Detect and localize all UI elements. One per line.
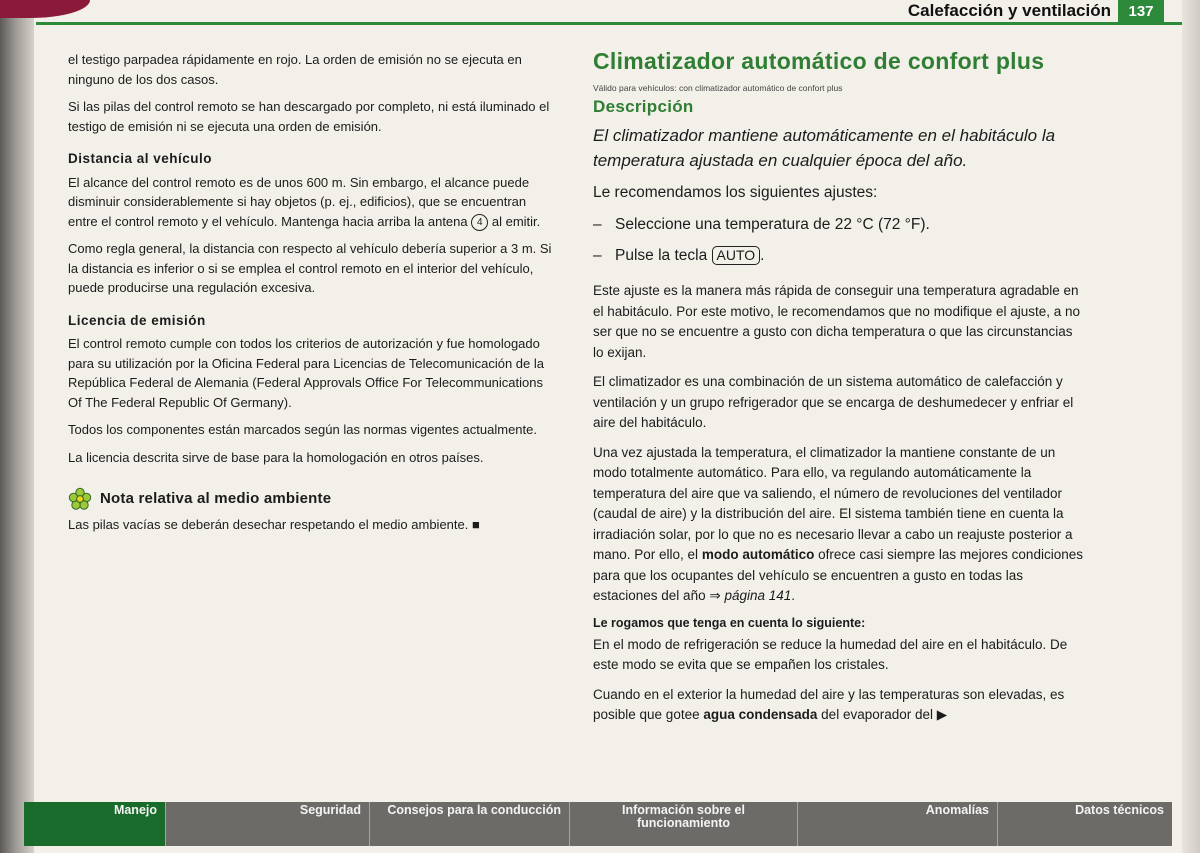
tab-anomalias[interactable]: Anomalías [798, 802, 998, 846]
flower-icon [68, 487, 92, 511]
paragraph: Este ajuste es la manera más rápida de conseguir una temperatura agradable en el habitáculo. Por este motivo, le recomendamos que no modifique el ajuste, a no ser que no se encuentre a gusto con dicha temperatura o que las circunstancias lo exijan. [593, 283, 1081, 360]
antenna-number-badge: 4 [471, 214, 488, 231]
list-item [593, 245, 1085, 267]
chapter-title: Climatizador automático de confort plus [593, 48, 1045, 74]
paragraph: Como regla general, la distancia con respecto al vehículo debería superior a 3 m. Si la distancia es inferior o si se emplea el control remoto en el interior del vehículo, puede producirse una regulación excesiva. [68, 241, 552, 295]
list-item-text: Seleccione una temperatura de 22 °C (72 °F). [615, 216, 930, 233]
ribbon-marker [0, 0, 90, 18]
environment-note-heading [68, 487, 553, 511]
paragraph: el testigo parpadea rápidamente en rojo. La orden de emisión no se ejecuta en ninguno de los dos casos. [68, 52, 522, 87]
tab-consejos[interactable]: Consejos para la conducción [370, 802, 570, 846]
heading-licencia: Licencia de emisión [68, 312, 206, 328]
book-spine-shadow [0, 0, 34, 853]
right-column [593, 48, 1085, 735]
page-reference: página 141 [724, 588, 792, 603]
paragraph [68, 515, 553, 535]
paragraph: El climatizador es una combinación de un sistema automático de calefacción y ventilación y un grupo refrigerador que se encarga de deshumedecer y enfriar el aire del habitáculo. [593, 374, 1074, 430]
lead-paragraph: El climatizador mantiene automáticamente en el habitáculo la temperatura ajustada en cualquier época del año. [593, 126, 1056, 170]
heading-environment: Nota relativa al medio ambiente [100, 490, 332, 508]
list-item-text: Pulse la tecla [615, 247, 708, 264]
validity-note: Válido para vehículos: con climatizador automático de confort plus [593, 83, 843, 93]
paragraph [593, 685, 1085, 726]
header-rule [36, 22, 1182, 25]
reference-arrow-icon: ⇒ [709, 588, 721, 603]
paragraph-text: del evaporador del [821, 707, 934, 722]
page-edge [1182, 0, 1200, 853]
paragraph: Si las pilas del control remoto se han descargado por completo, ni está iluminado el testigo de emisión ni se ejecuta una orden de emisión. [68, 99, 550, 134]
section-title: Calefacción y ventilación [907, 1, 1111, 20]
paragraph-text: El alcance del control remoto es de unos 600 m. Sin embargo, el alcance puede disminuir considerablemente si hay objetos (p. ej., edificios), que se encuentran entre el control remoto y el vehículo. Mantenga hacia arriba la antena [68, 174, 530, 229]
end-mark: ■ [471, 517, 480, 532]
tab-informacion[interactable]: Información sobre el funcionamiento [570, 802, 798, 846]
subheading-descripcion: Descripción [593, 97, 694, 116]
list-item [593, 214, 1085, 236]
tab-seguridad[interactable]: Seguridad [166, 802, 370, 846]
paragraph-text: al emitir. [491, 213, 541, 229]
paragraph: El control remoto cumple con todos los criterios de autorización y fue homologado para su utilización por la Oficina Federal para Licencias de Telecomunicación de la República Federal de Alemania (Federal Approvals Office For Telecommunications Of The Federal Republic Of Germany). [68, 336, 544, 410]
paragraph [68, 173, 553, 232]
tab-manejo[interactable]: Manejo [24, 802, 166, 846]
bullet-dash: – [593, 247, 602, 264]
footer-tab-bar [24, 802, 1172, 846]
paragraph-text: Una vez ajustada la temperatura, el climatizador la mantiene constante de un modo totalmente automático. Para ello, va regulando automáticamente la temperatura del aire que va saliendo, el número de revoluciones del ventilador (caudal de aire) y la distribución del aire. El sistema también tiene en cuenta la irradiación solar, por lo que no es necesario llevar a cabo un reajuste posterior a mano. Por ello, el [593, 444, 1073, 562]
paragraph [593, 443, 1085, 607]
bold-term: agua condensada [703, 707, 818, 722]
tab-datos-tecnicos[interactable]: Datos técnicos [1075, 803, 1164, 817]
paragraph-text: Cuando en el exterior la humedad del aire y las temperaturas son elevadas, es posible que gotee [593, 686, 1065, 722]
paragraph-text: Las pilas vacías se deberán desechar respetando el medio ambiente. [68, 517, 469, 532]
continue-arrow-icon: ▶ [936, 707, 948, 722]
recommendation-intro: Le recomendamos los siguientes ajustes: [593, 184, 878, 201]
paragraph-text: . [791, 588, 796, 603]
left-column [68, 50, 553, 543]
list-item-text: . [760, 247, 765, 264]
recommendation-list [593, 214, 1085, 267]
paragraph: Todos los componentes están marcados según las normas vigentes actualmente. [68, 422, 537, 437]
note-heading: Le rogamos que tenga en cuenta lo siguiente: [593, 615, 866, 630]
heading-distancia: Distancia al vehículo [68, 151, 213, 166]
page-number: 137 [1118, 0, 1164, 25]
bullet-dash: – [593, 216, 602, 233]
paragraph: La licencia descrita sirve de base para la homologación en otros países. [68, 449, 484, 465]
paragraph-text: ofrece casi siempre las mejores condiciones para que los ocupantes del vehículo se encuentren a gusto en todas las estaciones del año [593, 547, 1083, 603]
bold-term: modo automático [701, 547, 815, 562]
paragraph: En el modo de refrigeración se reduce la humedad del aire en el habitáculo. De este modo se evita que se empañen los cristales. [593, 636, 1068, 672]
auto-key-label: AUTO [712, 246, 761, 265]
